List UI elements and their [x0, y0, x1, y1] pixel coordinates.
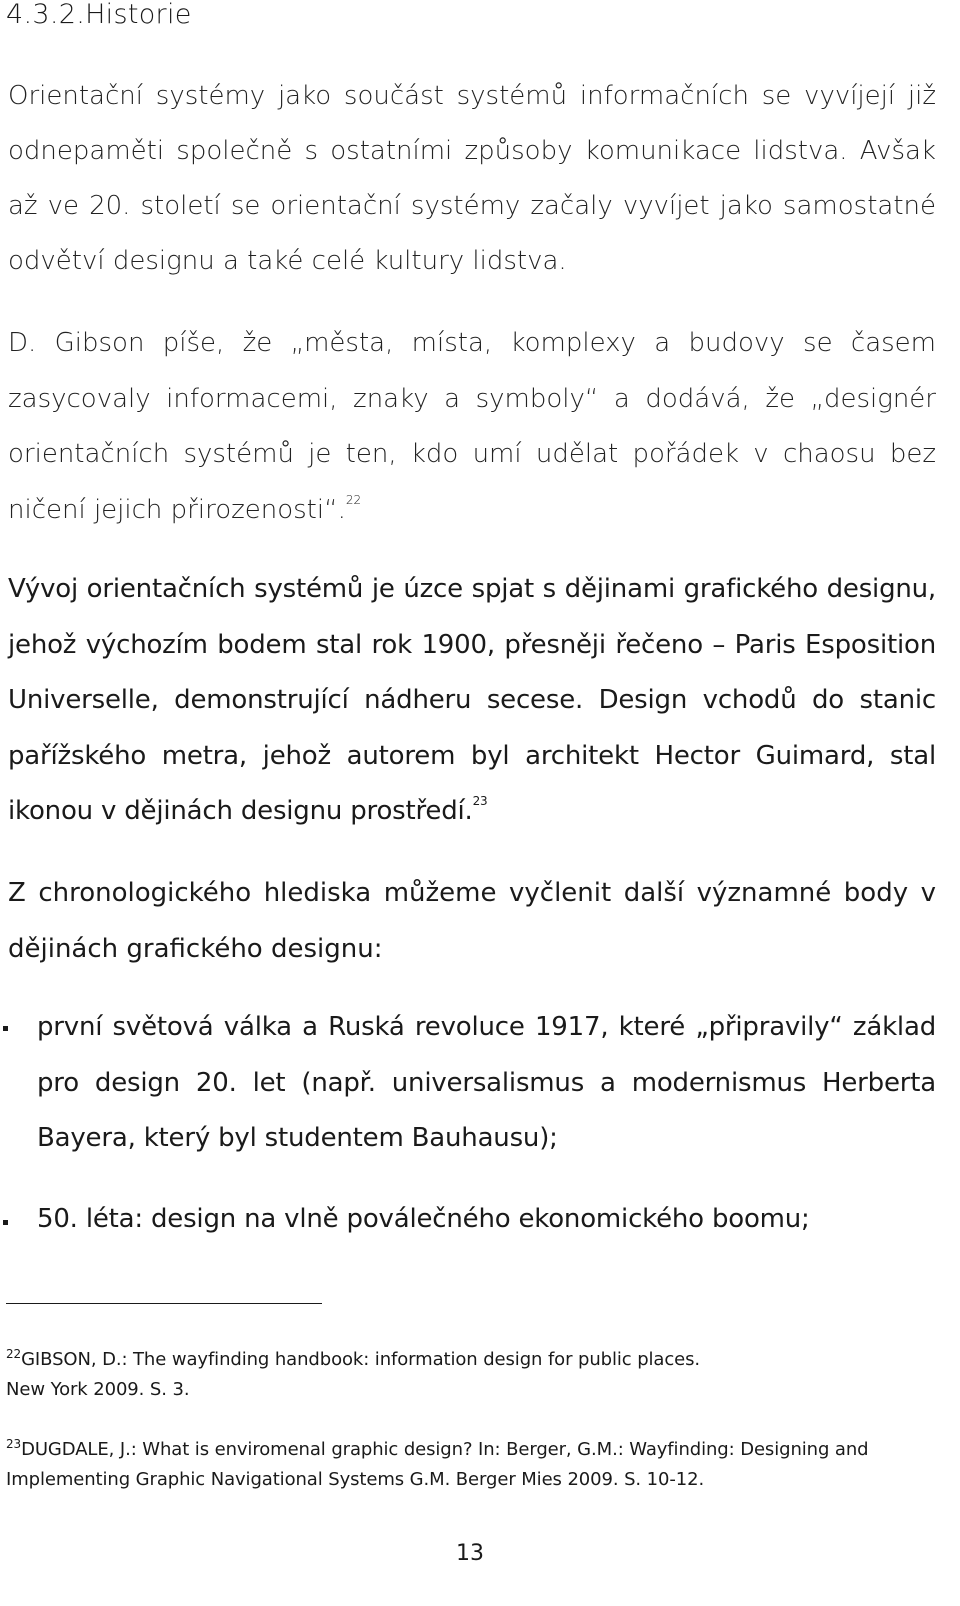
footnote-text-line2: Implementing Graphic Navigational Systems G.M. Berger Mies 2009. S. 10-12.	[6, 1469, 705, 1490]
paragraph-chronology-text: Z chronologického hlediska můžeme vyčlenit další významné body v dějinách grafického designu:	[8, 878, 936, 964]
paragraph-intro-text: Orientační systémy jako součást systémů informačních se vyvíjejí již odnepaměti společně s ostatními způsoby komunikace lidstva. Avšak až ve 20. století se orientační systémy začaly vyvíjet jako samostatné odvětví designu a také celé kultury lidstva.	[8, 81, 936, 276]
paragraph-intro	[8, 69, 936, 289]
bullet-square-icon	[3, 1220, 8, 1225]
footnote-ref-23[interactable]: 23	[472, 794, 488, 808]
footnote-text-line1: GIBSON, D.: The wayfinding handbook: information design for public places.	[21, 1349, 701, 1370]
paragraph-history-text: Vývoj orientačních systémů je úzce spjat s dějinami grafického designu, jehož výchozím bodem stal rok 1900, přesněji řečeno – Paris Esposition Universelle, demonstrující nádheru secese. Design vchodů do stanic pařížského metra, jehož autorem byl architekt Hector Guimard, stal ikonou v dějinách designu prostředí.	[8, 574, 936, 826]
footnote-text-line1: DUGDALE, J.: What is enviromenal graphic design? In: Berger, G.M.: Wayfinding: Designing and	[21, 1439, 869, 1460]
footnote-text-line2: New York 2009. S. 3.	[6, 1379, 190, 1400]
bullet-square-icon	[3, 1026, 8, 1031]
list-item-text: 50. léta: design na vlně poválečného ekonomického boomu;	[37, 1204, 810, 1234]
paragraph-chronology	[8, 865, 936, 977]
section-heading: 4.3.2.Historie	[6, 0, 192, 30]
footnote-separator	[6, 1303, 322, 1304]
footnote-ref-22[interactable]: 22	[345, 492, 362, 507]
footnote-23	[6, 1435, 936, 1495]
paragraph-history	[8, 562, 936, 840]
footnote-22	[6, 1345, 936, 1405]
page-number: 13	[456, 1541, 484, 1566]
footnote-number: 23	[6, 1437, 22, 1451]
paragraph-gibson-text: D. Gibson píše, že „města, místa, komplexy a budovy se časem zasycovaly informacemi, znaky a symboly“ a dodává, že „designér orientačních systémů je ten, kdo umí udělat pořádek v chaosu bez ničení jejich přirozenosti“.	[8, 328, 936, 525]
list-item-text: první světová válka a Ruská revoluce 1917, které „připravily“ základ pro design 20. let (např. universalismus a modernismus Herberta Bayera, který byl studentem Bauhausu);	[37, 1012, 936, 1153]
paragraph-gibson	[8, 316, 936, 538]
footnote-number: 22	[6, 1347, 22, 1361]
